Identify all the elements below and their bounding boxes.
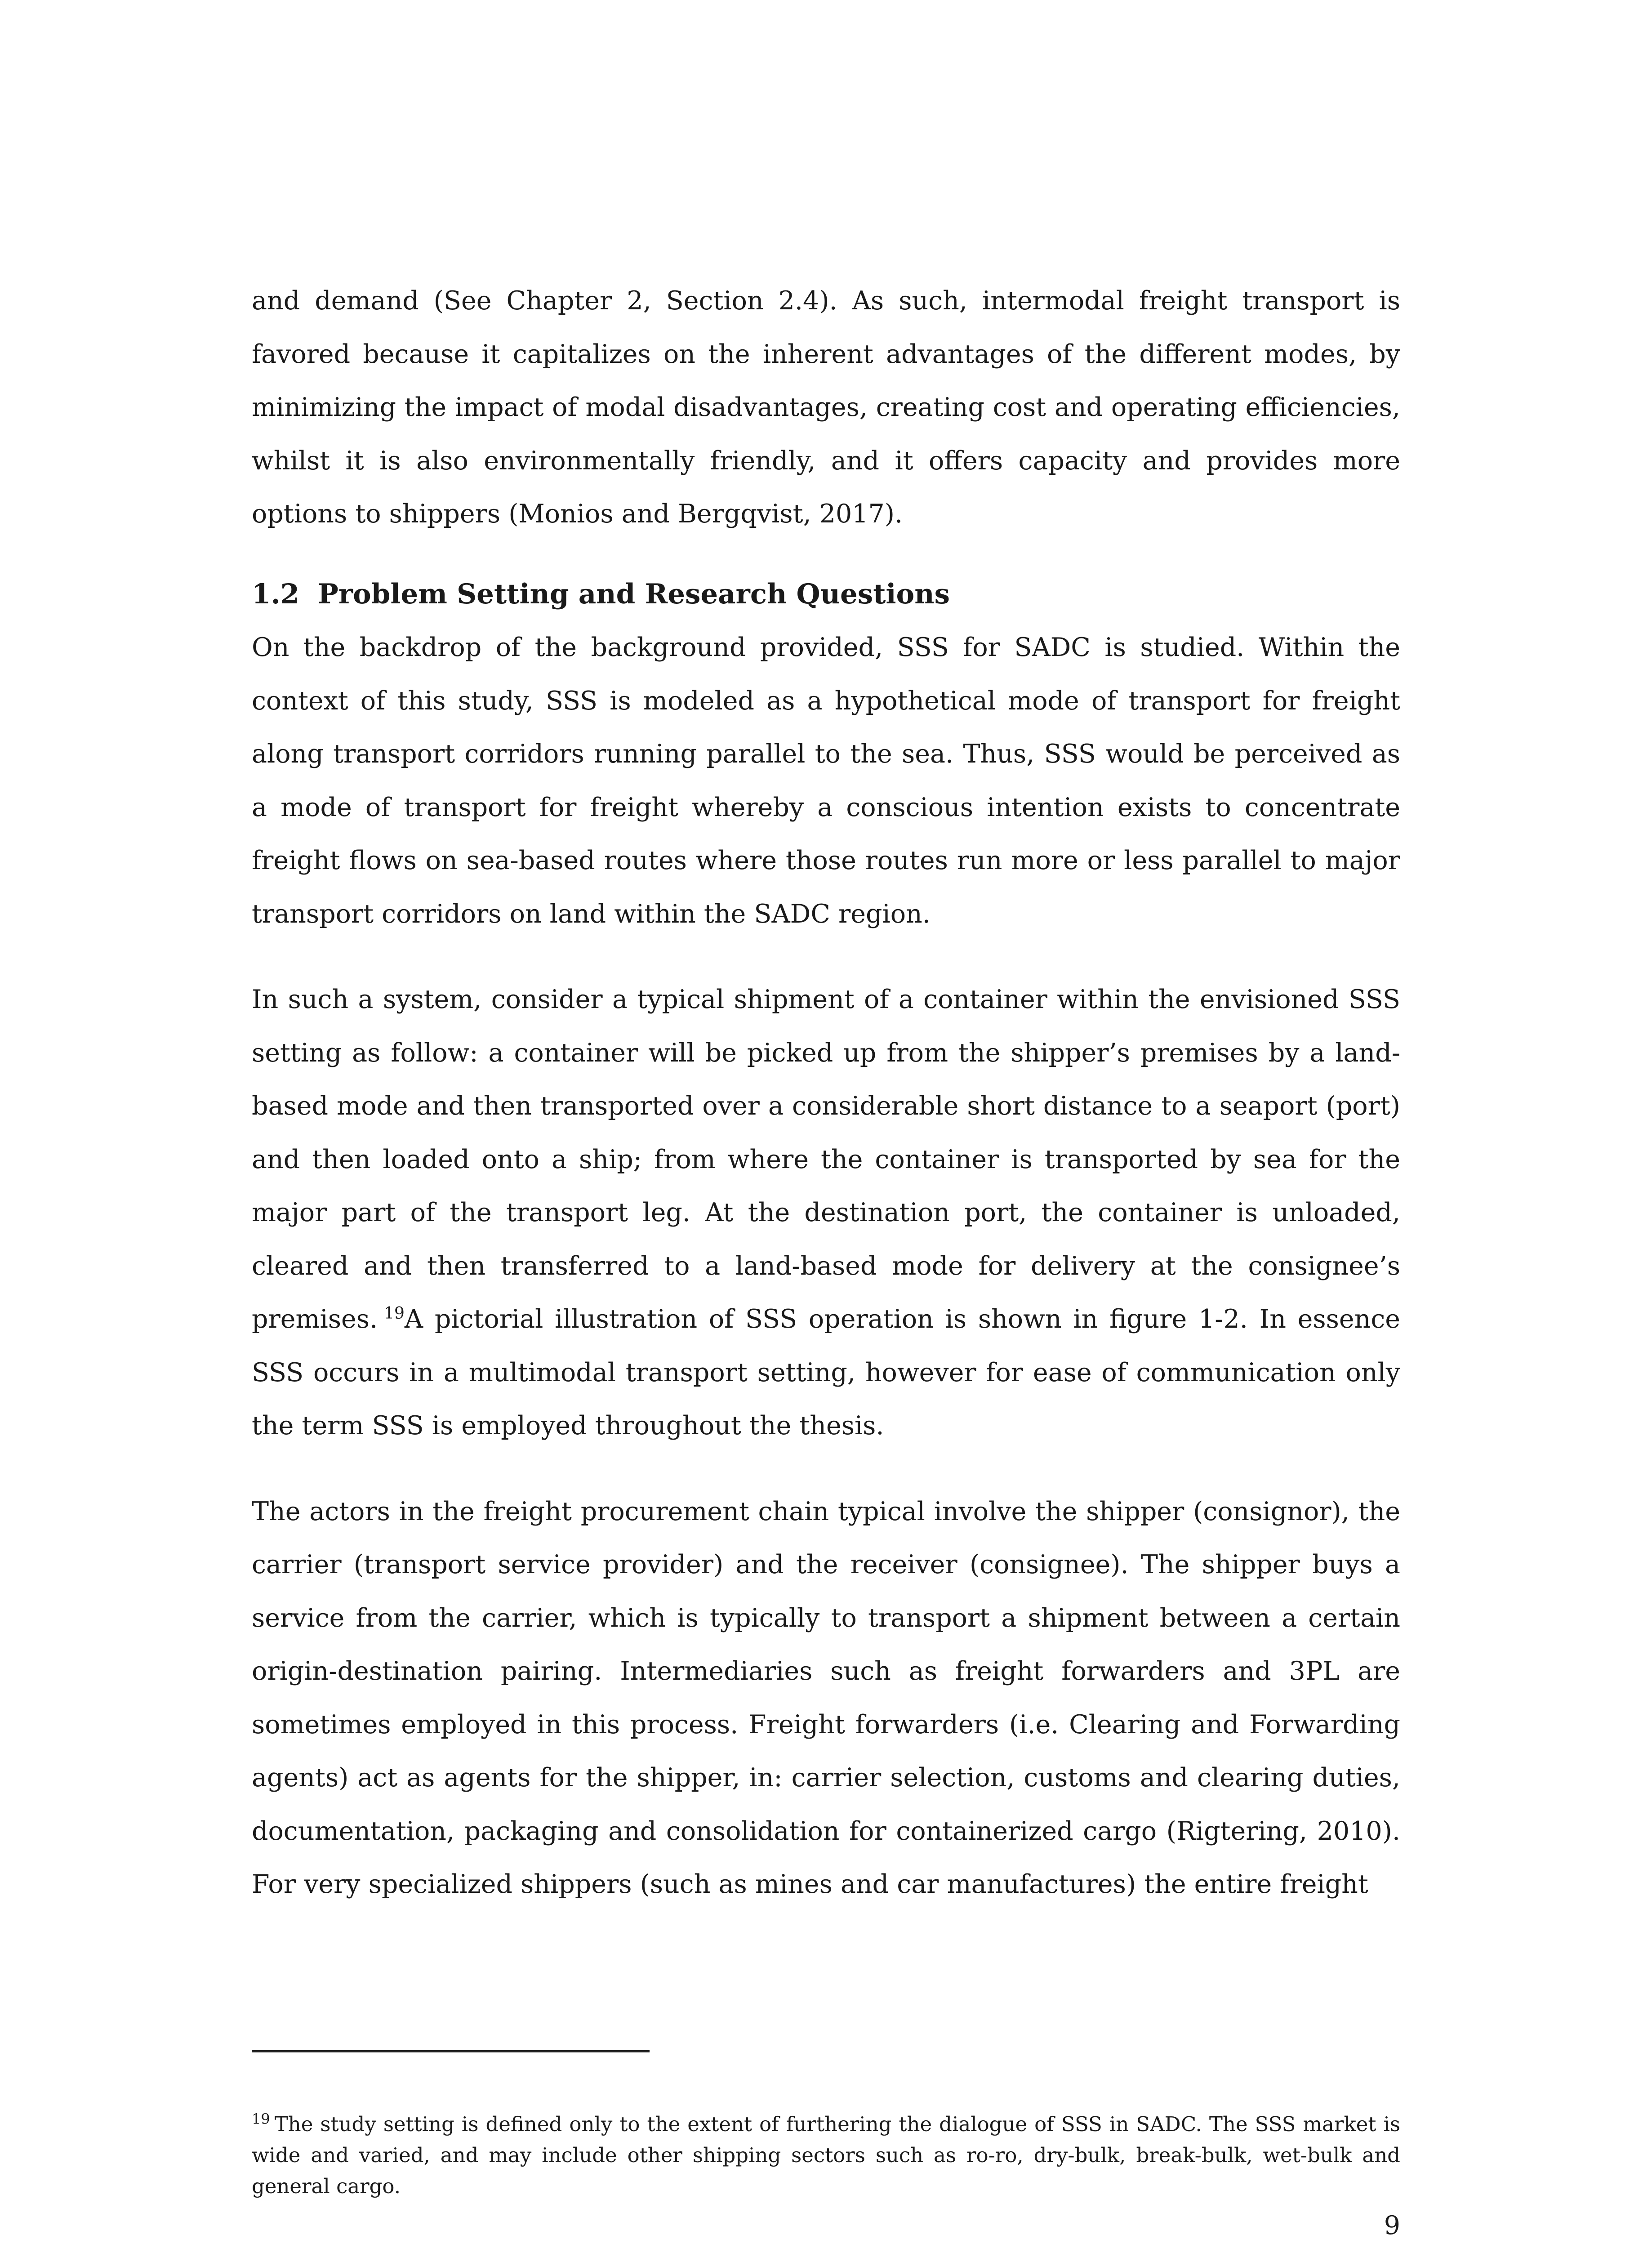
section-number: 1.2 bbox=[252, 578, 300, 610]
section-title: Problem Setting and Research Questions bbox=[318, 578, 950, 610]
footnote-divider bbox=[252, 2050, 650, 2052]
footnote-marker: 19 bbox=[252, 2110, 270, 2128]
paragraph-backdrop: On the backdrop of the background provided, SSS for SADC is studied. Within the context of this study, SSS is modeled as a hypothetical mode of transport for freight along transport corridors running parallel to the sea. Thus, SSS would be perceived as a mode of transport for freight whereby a conscious intention exists to concentrate freight flows on sea-based routes where those routes run more or less parallel to major transport corridors on land within the SADC region. bbox=[252, 633, 1400, 929]
paragraph-intermodal: and demand (See Chapter 2, Section 2.4). As such, intermodal freight transport is favored because it capitalizes on the inherent advantages of the different modes, by minimizing the impact of modal disadvantages, creating cost and operating efficiencies, whilst it is also environmentally friendly, and it offers capacity and provides more options to shippers (Monios and Bergqvist, 2017). bbox=[252, 286, 1400, 529]
paragraph-system-text: In such a system, consider a typical shipment of a container within the envisioned SSS setting as follow: a container will be picked up from the shipper’s premises by a land-based mode and then transported over a considerable short distance to a seaport (port) and then loaded onto a ship; from where the container is transported by sea for the major part of the transport leg. At the destination port, the container is unloaded, cleared and then transferred to a land-based mode for delivery at the consignee’s premises. bbox=[252, 985, 1400, 1334]
footnote-text: The study setting is defined only to the extent of furthering the dialogue of SSS in SADC. The SSS market is wide and varied, and may include other shipping sectors such as ro-ro, dry-bulk, break-bulk, wet-bulk and general cargo. bbox=[252, 2112, 1400, 2198]
paragraph-system bbox=[252, 973, 1400, 1453]
page-number: 9 bbox=[1384, 2211, 1400, 2240]
footnote bbox=[252, 2109, 1400, 2202]
page-body bbox=[252, 274, 1400, 1911]
section-heading bbox=[252, 568, 1400, 621]
paragraph-actors: The actors in the freight procurement chain typical involve the shipper (consignor), the carrier (transport service provider) and the receiver (consignee). The shipper buys a service from the carrier, which is typically to transport a shipment between a certain origin-destination pairing. Intermediaries such as freight forwarders and 3PL are sometimes employed in this process. Freight forwarders (i.e. Clearing and Forwarding agents) act as agents for the shipper, in: carrier selection, customs and clearing duties, documentation, packaging and consolidation for containerized cargo (Rigtering, 2010). For very specialized shippers (such as mines and car manufactures) the entire freight bbox=[252, 1496, 1400, 1899]
paragraph-system-continued: A pictorial illustration of SSS operation is shown in figure 1-2. In essence SSS occurs in a multimodal transport setting, however for ease of communication only the term SSS is employed throughout the thesis. bbox=[252, 1304, 1400, 1441]
footnote-reference[interactable]: 19 bbox=[384, 1304, 405, 1323]
